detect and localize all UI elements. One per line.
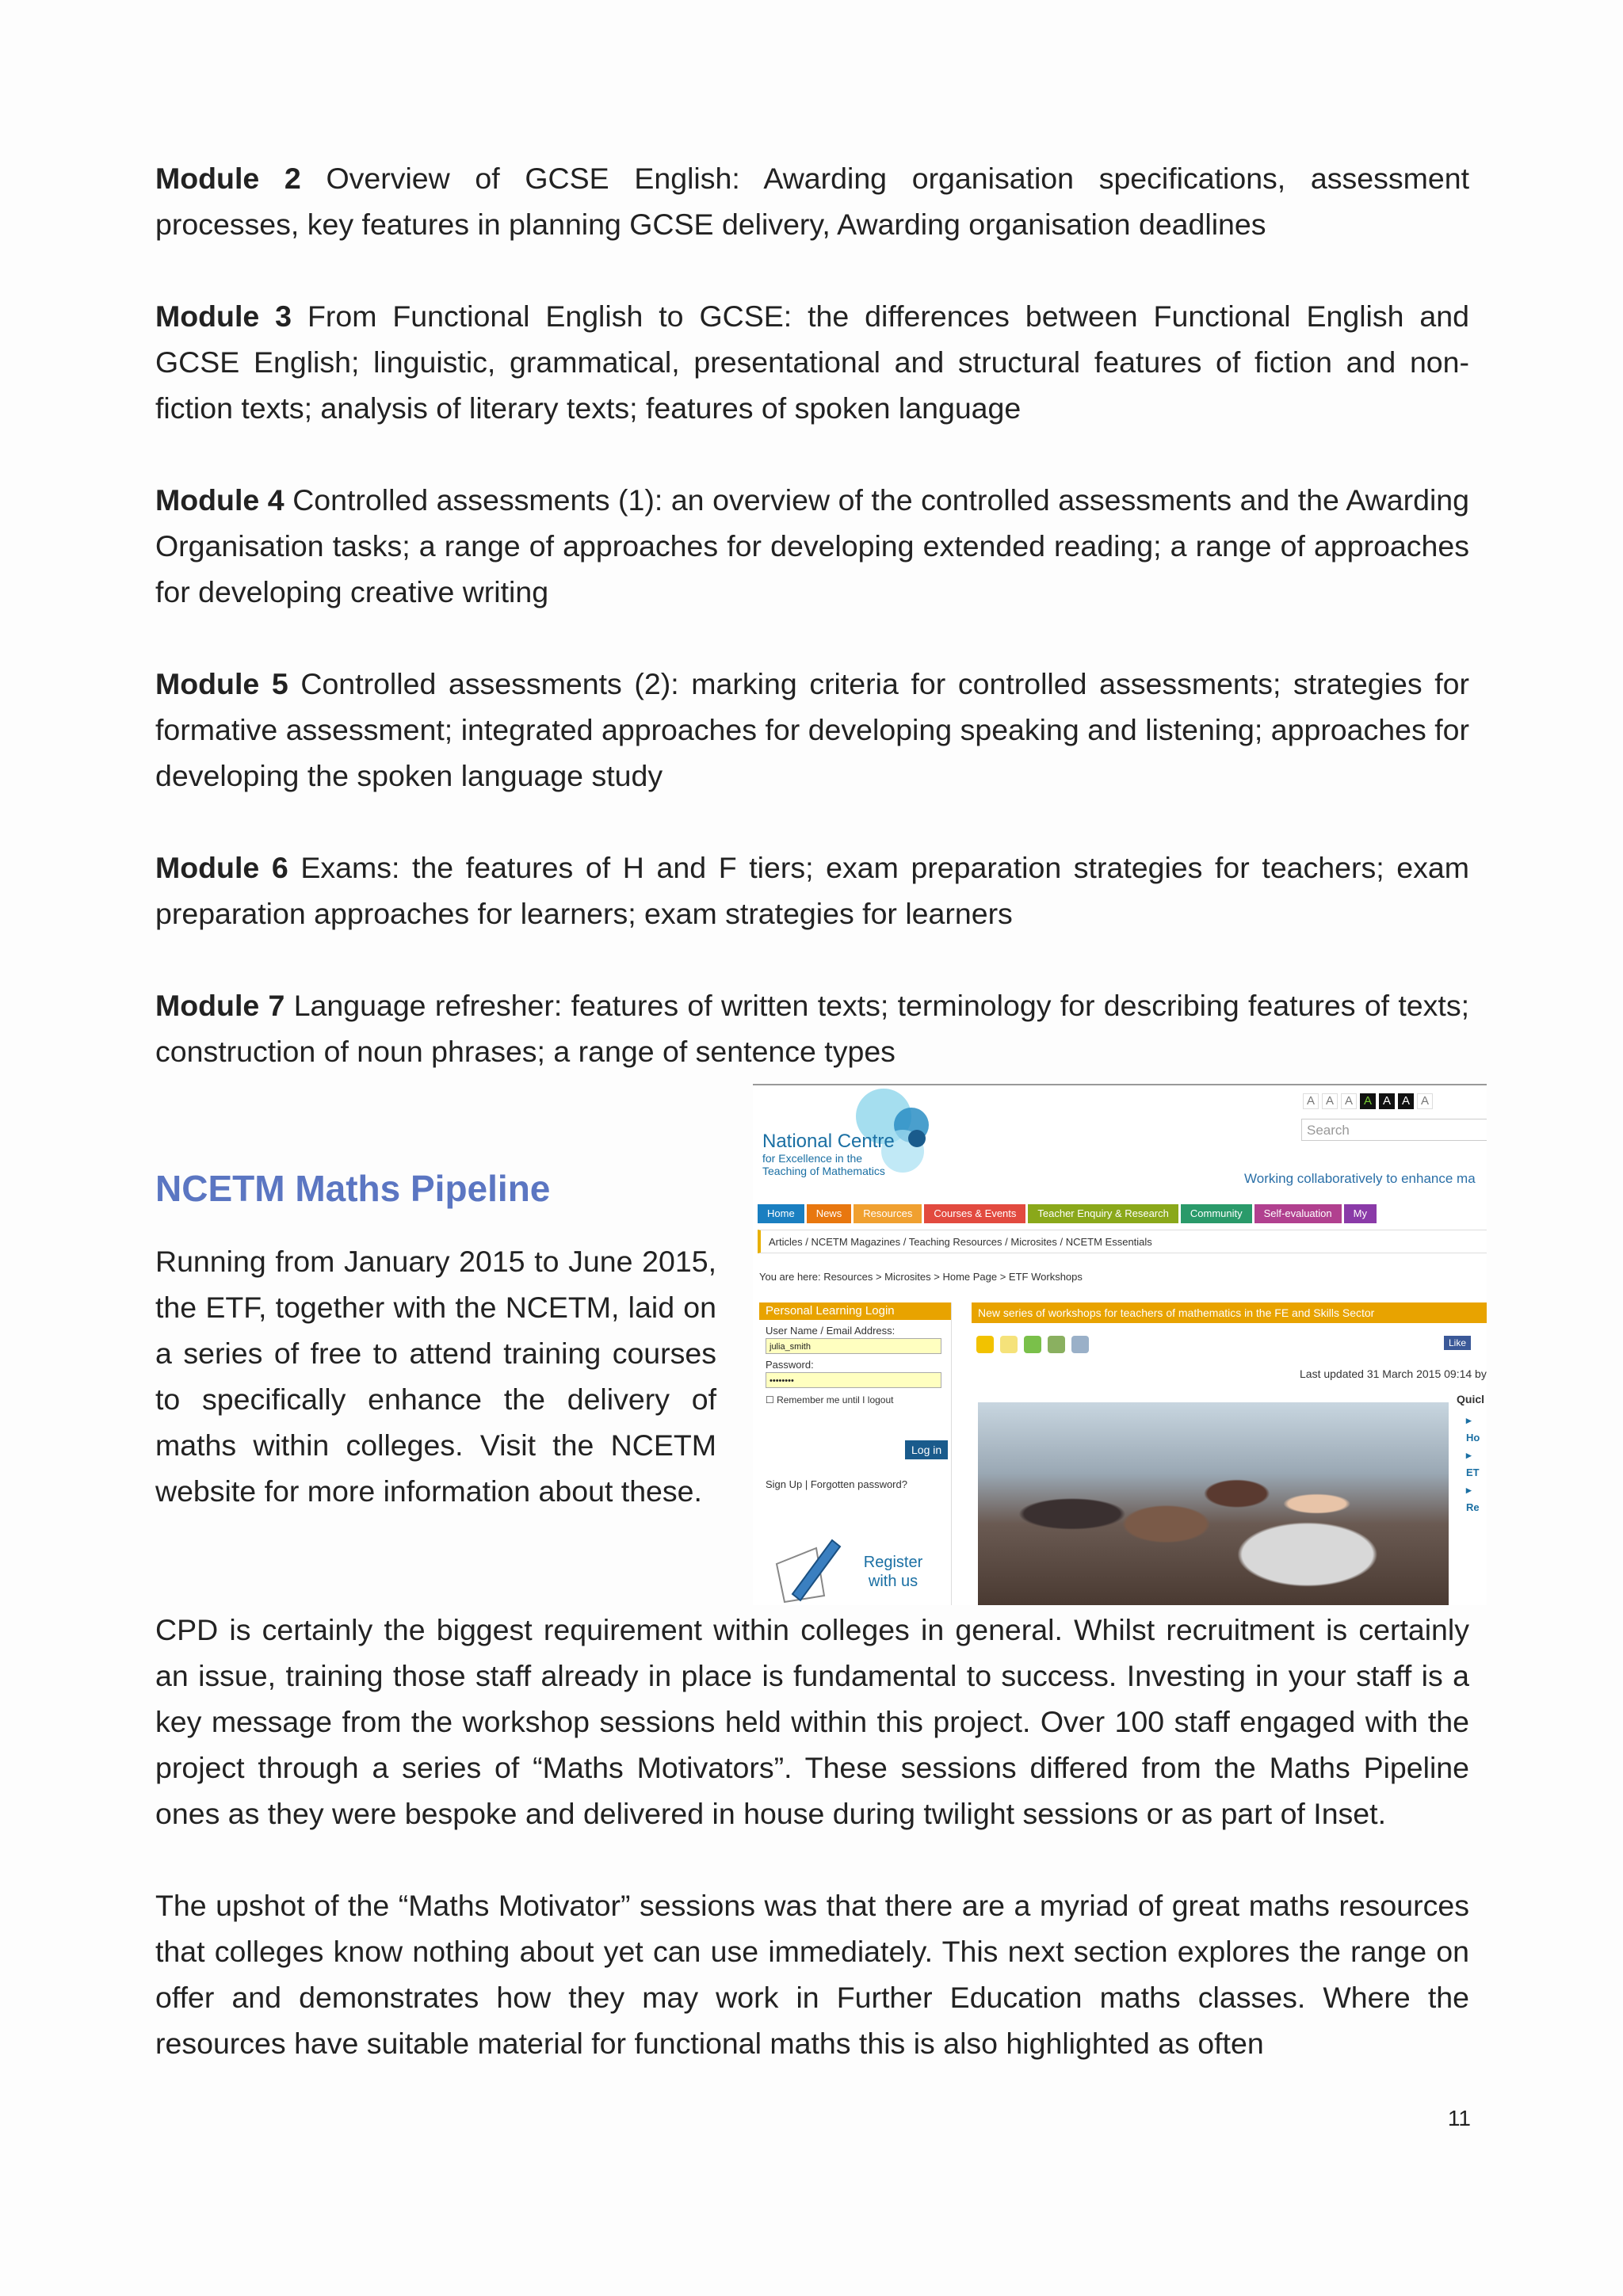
search-box: Search	[1301, 1119, 1487, 1141]
module-3-paragraph	[155, 293, 1469, 431]
text-size-button: A	[1303, 1093, 1319, 1109]
nav-item-enquiry: Teacher Enquiry & Research	[1028, 1204, 1178, 1223]
last-updated: Last updated 31 March 2015 09:14 by	[1300, 1367, 1487, 1380]
page-number: 11	[1447, 2106, 1471, 2130]
quick-links-title: Quicl	[1457, 1393, 1485, 1405]
note-icon	[1000, 1336, 1018, 1353]
module-text: Controlled assessments (2): marking criteria for controlled assessments; strategies for formative assessment; integrated approaches for developing speaking and listening; approaches for developing the spoken language study	[155, 667, 1469, 792]
nav-item-my: My	[1344, 1204, 1377, 1223]
side-paragraph: Running from January 2015 to June 2015, the ETF, together with the NCETM, laid on a series of free to attend training courses to specifically enhance the delivery of maths within colleges. Visit the NCETM website for more information about these.	[155, 1245, 716, 1508]
text-size-button: A	[1417, 1093, 1433, 1109]
password-field: ••••••••	[766, 1372, 941, 1388]
register-banner	[769, 1532, 951, 1604]
nav-item-news: News	[807, 1204, 852, 1223]
text-size-buttons	[1303, 1093, 1433, 1109]
workshop-photo	[978, 1402, 1449, 1605]
quick-link: ▸ Ho	[1466, 1414, 1480, 1444]
logo-line1: National Centre	[762, 1131, 895, 1152]
quick-link-label: ET	[1466, 1466, 1480, 1478]
login-links: Sign Up | Forgotten password?	[766, 1478, 907, 1490]
body-paragraph-1: CPD is certainly the biggest requirement within colleges in general. Whilst recruitment is certainly an issue, training those staff already in place is fundamental to success. Investing in your staff is a key message from the workshop sessions held within this project. Over 100 staff engaged with the project through a series of “Maths Motivators”. These sessions differed from the Maths Pipeline ones as they were bespoke and delivered in house during twilight sessions or as part of Inset.	[155, 1613, 1469, 1830]
remember-checkbox: ☐ Remember me until I logout	[766, 1394, 894, 1405]
register-text: Register with us	[863, 1554, 923, 1590]
quick-links	[1466, 1412, 1487, 1516]
module-text: Language refresher: features of written texts; terminology for describing features of texts; construction of noun phrases; a range of sentence types	[155, 989, 1469, 1068]
username-field: julia_smith	[766, 1338, 941, 1354]
module-5-paragraph	[155, 661, 1469, 799]
login-button: Log in	[905, 1440, 948, 1459]
logo-line2: for Excellence in the	[762, 1152, 863, 1165]
article-title: New series of workshops for teachers of mathematics in the FE and Skills Sector	[972, 1302, 1487, 1323]
text-size-button: A	[1322, 1093, 1338, 1109]
nav-item-self-evaluation: Self-evaluation	[1254, 1204, 1342, 1223]
login-panel	[759, 1302, 952, 1605]
module-label: Module 4	[155, 483, 285, 517]
module-text: Overview of GCSE English: Awarding organisation specifications, assessment processes, key features in planning GCSE delivery, Awarding organisation deadlines	[155, 162, 1469, 241]
remember-label: Remember me until I logout	[777, 1394, 894, 1405]
section-heading: NCETM Maths Pipeline	[155, 1168, 551, 1209]
module-label: Module 6	[155, 851, 288, 884]
nav-item-community: Community	[1181, 1204, 1252, 1223]
quick-link-label: Ho	[1466, 1432, 1480, 1444]
module-text: From Functional English to GCSE: the differences between Functional English and GCSE English; linguistic, grammatical, presentational and structural features of fiction and non-fiction texts; analysis of literary texts; features of spoken language	[155, 299, 1469, 425]
quick-link: ▸ ET	[1466, 1449, 1480, 1478]
lightbulb-icon	[1024, 1336, 1041, 1353]
tagline: Working collaboratively to enhance ma	[1244, 1171, 1476, 1186]
module-7-paragraph	[155, 982, 1469, 1074]
text-size-button: A	[1379, 1093, 1395, 1109]
username-label: User Name / Email Address:	[766, 1325, 896, 1337]
module-label: Module 2	[155, 162, 301, 195]
module-6-paragraph	[155, 845, 1469, 936]
sub-nav: Articles / NCETM Magazines / Teaching Resources / Microsites / NCETM Essentials	[758, 1230, 1487, 1253]
breadcrumb: You are here: Resources > Microsites > Home Page > ETF Workshops	[759, 1271, 1083, 1283]
module-label: Module 7	[155, 989, 285, 1022]
text-size-button: A	[1341, 1093, 1357, 1109]
pen-icon	[769, 1532, 848, 1604]
module-text: Controlled assessments (1): an overview of the controlled assessments and the Awarding Organisation tasks; a range of approaches for developing extended reading; a range of approaches for developing creative writing	[155, 483, 1469, 608]
text-size-button: A	[1360, 1093, 1376, 1109]
facebook-like-button: Like	[1444, 1336, 1471, 1350]
module-label: Module 3	[155, 299, 292, 333]
password-label: Password:	[766, 1359, 814, 1371]
divider	[753, 1084, 1487, 1085]
login-title: Personal Learning Login	[759, 1302, 951, 1320]
module-2-paragraph	[155, 155, 1469, 247]
nav-bar	[758, 1204, 1377, 1223]
logo-line3: Teaching of Mathematics	[762, 1165, 885, 1177]
star-icon	[976, 1336, 994, 1353]
body-paragraph-2: The upshot of the “Maths Motivator” sessions was that there are a myriad of great maths resources that colleges know nothing about yet can use immediately. This next section explores the range on offer and demonstrates how they may work in Further Education maths classes. Where the resources have suitable material for functional maths this is also highlighted as often	[155, 1889, 1469, 2060]
nav-item-courses: Courses & Events	[924, 1204, 1025, 1223]
module-4-paragraph	[155, 477, 1469, 615]
quick-link: ▸ Re	[1466, 1484, 1480, 1513]
module-text: Exams: the features of H and F tiers; exam preparation strategies for teachers; exam preparation approaches for learners; exam strategies for learners	[155, 851, 1469, 930]
ncetm-website-screenshot	[753, 1084, 1487, 1605]
quick-link-label: Re	[1466, 1501, 1480, 1513]
print-icon	[1048, 1336, 1065, 1353]
chat-icon	[1071, 1336, 1089, 1353]
module-label: Module 5	[155, 667, 288, 700]
nav-item-home: Home	[758, 1204, 804, 1223]
nav-item-resources: Resources	[854, 1204, 922, 1223]
share-icons	[976, 1336, 1089, 1353]
text-size-button: A	[1398, 1093, 1414, 1109]
